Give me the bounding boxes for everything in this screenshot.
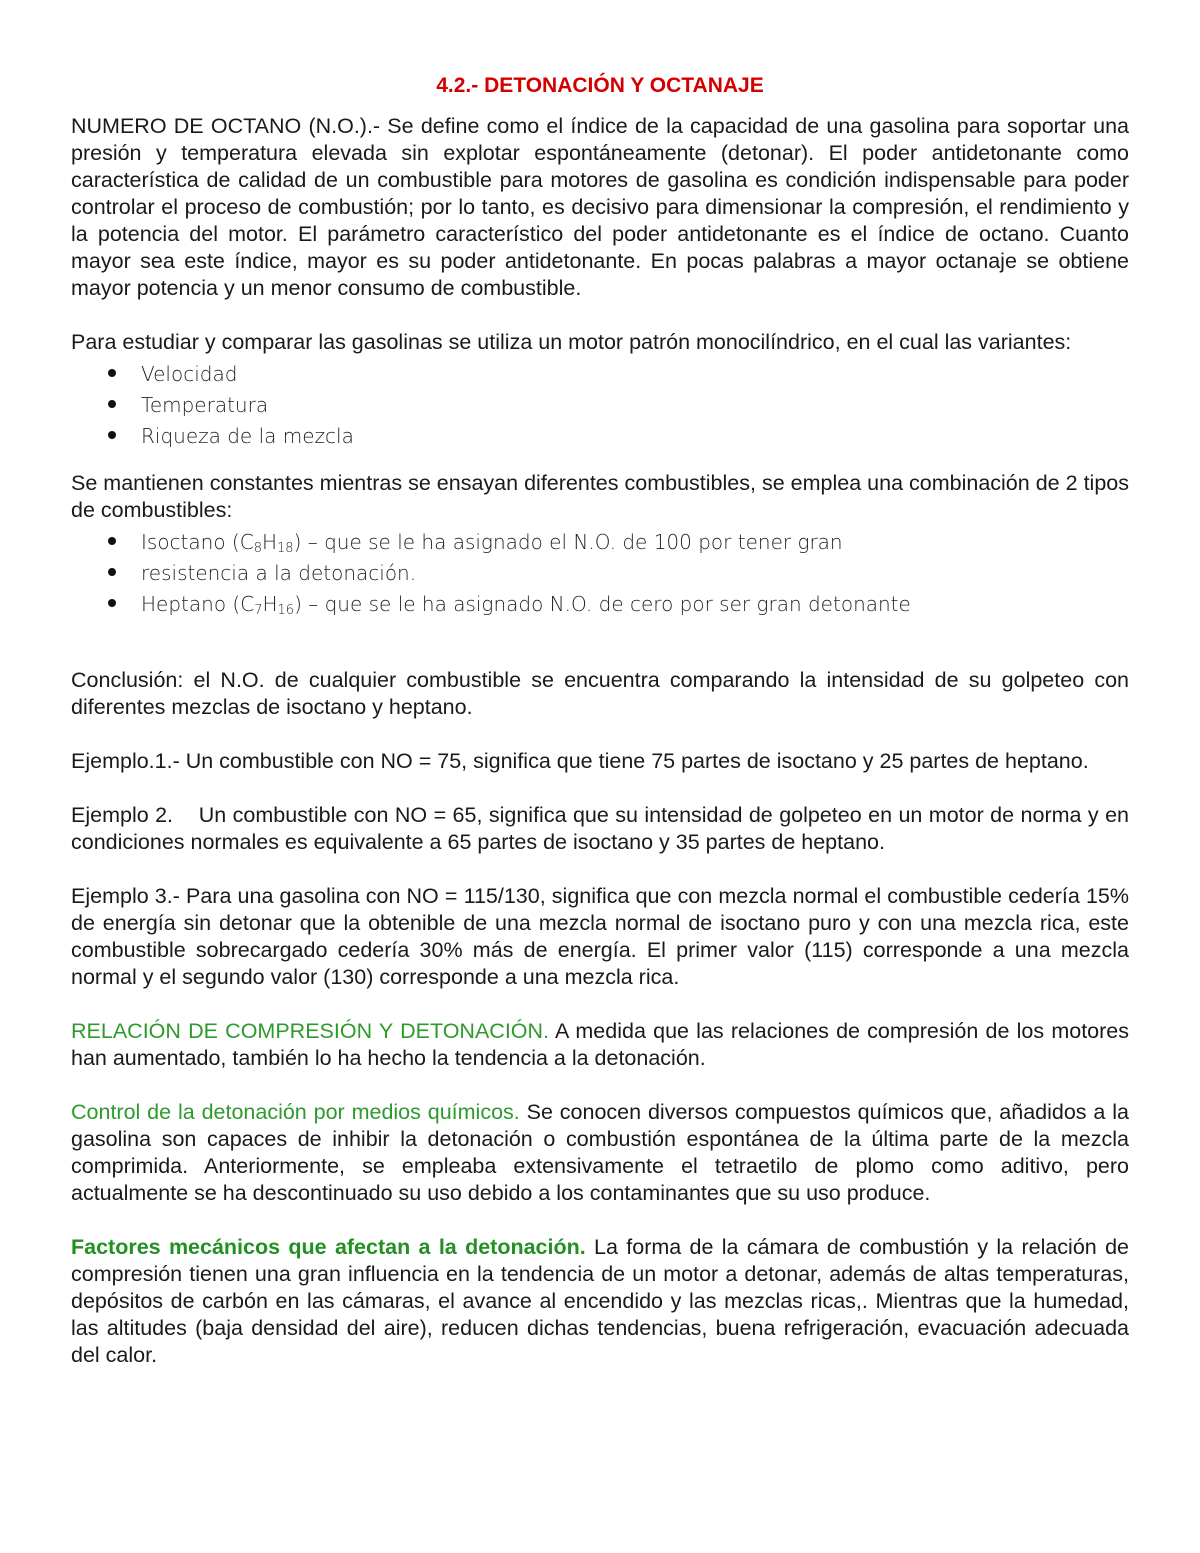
section-heading: Factores mecánicos que afectan a la detonación.: [71, 1235, 586, 1259]
formula-subscript: 7: [254, 603, 263, 618]
bullet-icon: [108, 369, 116, 377]
list-item-label: Temperatura: [141, 393, 269, 417]
list-item: [71, 421, 1129, 452]
list-item: [71, 390, 1129, 421]
bullet-icon: [108, 400, 116, 408]
formula-text: H: [261, 530, 278, 554]
section-text: A medida que las relaciones de compresión de los motores han aumentado, también lo ha hecho la tendencia a la detonación.: [71, 1019, 1129, 1070]
list-item-isoctane: [71, 527, 1129, 558]
bullet-icon: [108, 568, 116, 576]
paragraph-compression-relation: [71, 1018, 1129, 1072]
bullet-icon: [108, 599, 116, 607]
formula-subscript: 16: [277, 603, 295, 618]
section-heading: RELACIÓN DE COMPRESIÓN Y DETONACIÓN.: [71, 1019, 550, 1043]
paragraph-example-3: Ejemplo 3.- Para una gasolina con NO = 115/130, significa que con mezcla normal el combustible cedería 15% de energía sin detonar que la obtenible de una mezcla normal de isoctano puro y con una mezcla rica, este combustible sobrecargado cedería 30% más de energía. El primer valor (115) corresponde a una mezcla normal y el segundo valor (130) corresponde a una mezcla rica.: [71, 884, 1129, 989]
paragraph-test-engine: Para estudiar y comparar las gasolinas se utiliza un motor patrón monocilíndrico, en el cual las variantes:: [71, 330, 1072, 354]
list-item-label: ) – que se le ha asignado N.O. de cero por ser gran detonante: [294, 592, 911, 616]
list-item-label: Velocidad: [141, 362, 238, 386]
list-item: [71, 558, 1129, 589]
paragraph-example-1: Ejemplo.1.- Un combustible con NO = 75, significa que tiene 75 partes de isoctano y 25 partes de heptano.: [71, 749, 1089, 773]
paragraph-conclusion: Conclusión: el N.O. de cualquier combustible se encuentra comparando la intensidad de su golpeteo con diferentes mezclas de isoctano y heptano.: [71, 668, 1129, 719]
paragraph-example-2: Ejemplo 2. Un combustible con NO = 65, significa que su intensidad de golpeteo en un motor de norma y en condiciones normales es equivalente a 65 partes de isoctano y 35 partes de heptano.: [71, 803, 1135, 854]
section-heading: Control de la detonación por medios químicos.: [71, 1100, 520, 1124]
formula-text: Heptano (C: [141, 592, 255, 616]
formula-text: H: [262, 592, 278, 616]
bullet-icon: [108, 537, 116, 545]
paragraph-chemical-control: [71, 1099, 1129, 1207]
document-page: [71, 72, 1135, 1369]
list-item-label: ) – que se le ha asignado el N.O. de 100 por tener gran: [293, 530, 843, 554]
formula-text: Isoctano (C: [141, 530, 254, 554]
list-item: [71, 359, 1129, 390]
fuels-list: [71, 527, 1129, 620]
formula-subscript: 8: [253, 541, 262, 556]
bullet-icon: [108, 431, 116, 439]
paragraph-mechanical-factors: [71, 1234, 1129, 1369]
page-title: 4.2.- DETONACIÓN Y OCTANAJE: [436, 74, 764, 97]
paragraph-fuel-combination: Se mantienen constantes mientras se ensayan diferentes combustibles, se emplea una combinación de 2 tipos de combustibles:: [71, 471, 1129, 522]
paragraph-octane-definition: NUMERO DE OCTANO (N.O.).- Se define como el índice de la capacidad de una gasolina para soportar una presión y temperatura elevada sin explotar espontáneamente (detonar). El poder antidetonante como característica de calidad de un combustible para motores de gasolina es condición indispensable para poder controlar el proceso de combustión; por lo tanto, es decisivo para dimensionar la compresión, el rendimiento y la potencia del motor. El parámetro característico del poder antidetonante es el índice de octano. Cuanto mayor sea este índice, mayor es su poder antidetonante. En pocas palabras a mayor octanaje se obtiene mayor potencia y un menor consumo de combustible.: [71, 114, 1129, 300]
list-item-heptane: [71, 589, 1129, 620]
section-text: Se conocen diversos compuestos químicos que, añadidos a la gasolina son capaces de inhibir la detonación o combustión espontánea de la última parte de la mezcla comprimida. Anteriormente, se empleaba extensivamente el tetraetilo de plomo como aditivo, pero actualmente se ha descontinuado su uso debido a los contaminantes que su uso produce.: [71, 1100, 1129, 1205]
section-text: La forma de la cámara de combustión y la relación de compresión tienen una gran influencia en la tendencia de un motor a detonar, además de altas temperaturas, depósitos de carbón en las cámaras, el avance al encendido y las mezclas ricas,. Mientras que la humedad, las altitudes (baja densidad del aire), reducen dichas tendencias, buena refrigeración, evacuación adecuada del calor.: [71, 1235, 1129, 1367]
formula-subscript: 18: [277, 541, 294, 556]
list-item-label: resistencia a la detonación.: [141, 561, 417, 585]
variables-list: [71, 359, 1129, 452]
list-item-label: Riqueza de la mezcla: [141, 424, 354, 448]
